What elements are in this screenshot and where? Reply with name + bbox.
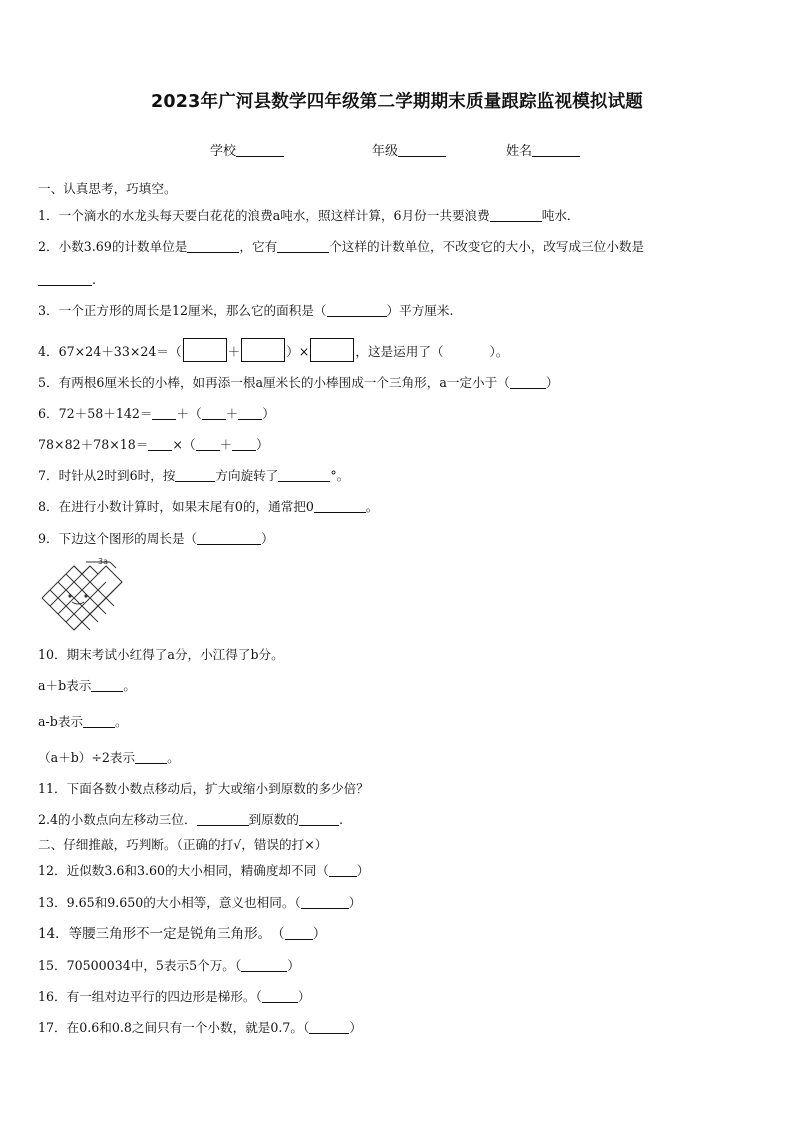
q1-suffix: 吨水． bbox=[541, 208, 580, 223]
q2-text-3: 个这样的计数单位，不改变它的大小，改写成三位小数是 bbox=[329, 239, 645, 254]
grade-blank[interactable] bbox=[398, 143, 446, 157]
q4-text: 4．67×24＋33×24＝（ bbox=[38, 344, 182, 359]
question-13 bbox=[38, 894, 361, 912]
question-4 bbox=[38, 338, 508, 362]
question-17 bbox=[38, 1019, 362, 1037]
question-9 bbox=[38, 530, 274, 548]
q11a-suffix: . bbox=[338, 812, 343, 827]
q16-text: 16．有一组对边平行的四边形是梯形。（ bbox=[38, 989, 262, 1004]
q9-suffix: ） bbox=[261, 531, 274, 546]
q5-blank[interactable] bbox=[510, 375, 546, 389]
q6-blank-2[interactable] bbox=[202, 406, 226, 420]
q2-end: . bbox=[92, 272, 97, 287]
q15-blank[interactable] bbox=[241, 958, 287, 972]
q15-suffix: ） bbox=[287, 958, 300, 973]
q6b-plus: ＋ bbox=[219, 437, 233, 452]
q13-suffix: ） bbox=[348, 895, 362, 910]
q10c-blank[interactable] bbox=[135, 750, 167, 764]
school-blank[interactable] bbox=[236, 143, 284, 157]
q4-box-1[interactable] bbox=[183, 338, 227, 362]
q4-box-2[interactable] bbox=[241, 338, 285, 362]
q6b-blank-2[interactable] bbox=[196, 437, 220, 451]
q4-plus: ＋ bbox=[227, 344, 241, 359]
question-7 bbox=[38, 467, 349, 485]
q6b-blank-3[interactable] bbox=[232, 437, 256, 451]
q12-suffix: ） bbox=[356, 863, 370, 878]
q2-blank-1[interactable] bbox=[187, 239, 239, 253]
question-2-continued bbox=[38, 271, 96, 289]
q7-blank-1[interactable] bbox=[175, 468, 215, 482]
q17-suffix: ） bbox=[349, 1020, 362, 1035]
q2-blank-3[interactable] bbox=[38, 272, 92, 286]
q3-text: 3．一个正方形的周长是12厘米，那么它的面积是（ bbox=[38, 303, 327, 318]
q12-blank[interactable] bbox=[329, 863, 357, 877]
question-16 bbox=[38, 988, 310, 1006]
question-6b bbox=[38, 436, 269, 454]
q10b-blank[interactable] bbox=[83, 714, 115, 728]
section-1-heading: 一、认真思考，巧填空。 bbox=[38, 181, 177, 196]
q11a-blank-1[interactable] bbox=[197, 812, 249, 826]
q10a-text: a＋b表示 bbox=[38, 678, 92, 693]
q7-suffix: °。 bbox=[330, 468, 350, 483]
q7-text-2: 方向旋转了 bbox=[215, 468, 279, 483]
q7-blank-2[interactable] bbox=[278, 468, 330, 482]
question-10c bbox=[38, 749, 180, 767]
q5-text: 5．有两根6厘米长的小棒，如再添一根a厘米长的小棒围成一个三角形，a一定小于（ bbox=[38, 375, 510, 390]
section-2-heading: 二、仔细推敲，巧判断。（正确的打√，错误的打×） bbox=[38, 837, 328, 852]
q8-suffix: 。 bbox=[365, 499, 379, 514]
q6-text: 6．72＋58＋142＝ bbox=[38, 406, 153, 421]
q16-suffix: ） bbox=[297, 989, 311, 1004]
grade-label: 年级 bbox=[372, 144, 399, 159]
q10a-suffix: 。 bbox=[123, 678, 136, 693]
q10a-blank[interactable] bbox=[91, 678, 123, 692]
q9-text: 9．下边这个图形的周长是（ bbox=[38, 531, 198, 546]
q10b-text: a-b表示 bbox=[38, 714, 84, 729]
name-field bbox=[506, 140, 580, 159]
question-14 bbox=[38, 925, 326, 943]
q7-text: 7．时针从2时到6时，按 bbox=[38, 468, 176, 483]
question-5 bbox=[38, 374, 558, 392]
q17-blank[interactable] bbox=[309, 1020, 349, 1034]
name-blank[interactable] bbox=[532, 143, 580, 157]
question-1 bbox=[38, 207, 580, 225]
question-8 bbox=[38, 498, 379, 516]
q2-blank-2[interactable] bbox=[277, 239, 329, 253]
q8-blank[interactable] bbox=[314, 499, 366, 513]
q6-close: ） bbox=[262, 406, 275, 421]
q6b-close: ） bbox=[256, 437, 269, 452]
q10c-suffix: 。 bbox=[167, 750, 180, 765]
q1-text: 1．一个滴水的水龙头每天要白花花的浪费a吨水，照这样计算，6月份一共要浪费 bbox=[38, 208, 490, 223]
q2-text: 2．小数3.69的计数单位是 bbox=[38, 239, 188, 254]
q14-text: 14．等腰三角形不一定是锐角三角形。 （ bbox=[38, 926, 285, 942]
q10b-suffix: 。 bbox=[115, 714, 128, 729]
q6-plus-2: ＋ bbox=[225, 406, 239, 421]
q9-figure-label: 3a bbox=[98, 557, 108, 566]
q4-times: ）× bbox=[286, 344, 310, 359]
q9-blank[interactable] bbox=[197, 531, 261, 545]
q11a-text: 2.4的小数点向左移动三位． bbox=[38, 812, 197, 827]
q2-text-2: ，它有 bbox=[239, 239, 278, 254]
q5-suffix: ） bbox=[545, 375, 559, 390]
name-label: 姓名 bbox=[506, 144, 533, 159]
question-12 bbox=[38, 862, 369, 880]
q4-text-2: ，这是运用了（ bbox=[355, 344, 444, 359]
q14-blank[interactable] bbox=[285, 926, 313, 940]
q12-text: 12．近似数3.6和3.60的大小相同，精确度却不同（ bbox=[38, 863, 329, 878]
q11a-text-2: 到原数的 bbox=[248, 812, 299, 827]
question-15 bbox=[38, 957, 300, 975]
q1-blank[interactable] bbox=[490, 208, 542, 222]
question-11: 11．下面各数小数点移动后，扩大或缩小到原数的多少倍？ bbox=[38, 781, 369, 796]
q6-plus: ＋（ bbox=[176, 406, 202, 421]
q6b-text: 78×82＋78×18＝ bbox=[38, 437, 149, 452]
q6-blank-1[interactable] bbox=[152, 406, 176, 420]
question-3 bbox=[38, 302, 454, 320]
q10c-text: （a＋b）÷2表示 bbox=[38, 750, 136, 765]
question-2 bbox=[38, 238, 644, 256]
question-6 bbox=[38, 405, 275, 423]
q11a-blank-2[interactable] bbox=[299, 812, 339, 826]
q14-suffix: ） bbox=[312, 926, 327, 942]
q13-blank[interactable] bbox=[301, 895, 349, 909]
school-field bbox=[210, 140, 284, 159]
q16-blank[interactable] bbox=[262, 989, 298, 1003]
q4-box-3[interactable] bbox=[310, 338, 354, 362]
q6b-blank-1[interactable] bbox=[148, 437, 172, 451]
q13-text: 13．9.65和9.650的大小相等，意义也相同。（ bbox=[38, 895, 301, 910]
q6-blank-3[interactable] bbox=[238, 406, 262, 420]
school-label: 学校 bbox=[210, 144, 237, 159]
question-10: 10．期末考试小红得了a分，小江得了b分。 bbox=[38, 647, 284, 662]
page-title: 2023年广河县数学四年级第二学期期末质量跟踪监视模拟试题 bbox=[150, 92, 643, 112]
q17-text: 17．在0.6和0.8之间只有一个小数，就是0.7。（ bbox=[38, 1020, 310, 1035]
q4-suffix: ）。 bbox=[489, 344, 509, 359]
question-10b bbox=[38, 713, 128, 731]
grade-field bbox=[372, 140, 446, 159]
q3-blank[interactable] bbox=[327, 303, 387, 317]
q3-suffix: ）平方厘米. bbox=[386, 303, 454, 318]
question-10a bbox=[38, 677, 136, 695]
q6b-times: ×（ bbox=[172, 437, 196, 452]
q15-text: 15．70500034中，5表示5个万。（ bbox=[38, 958, 242, 973]
staircase-grid-figure bbox=[36, 556, 128, 640]
q8-text: 8．在进行小数计算时，如果末尾有0的，通常把0 bbox=[38, 499, 314, 514]
question-11a bbox=[38, 811, 343, 829]
